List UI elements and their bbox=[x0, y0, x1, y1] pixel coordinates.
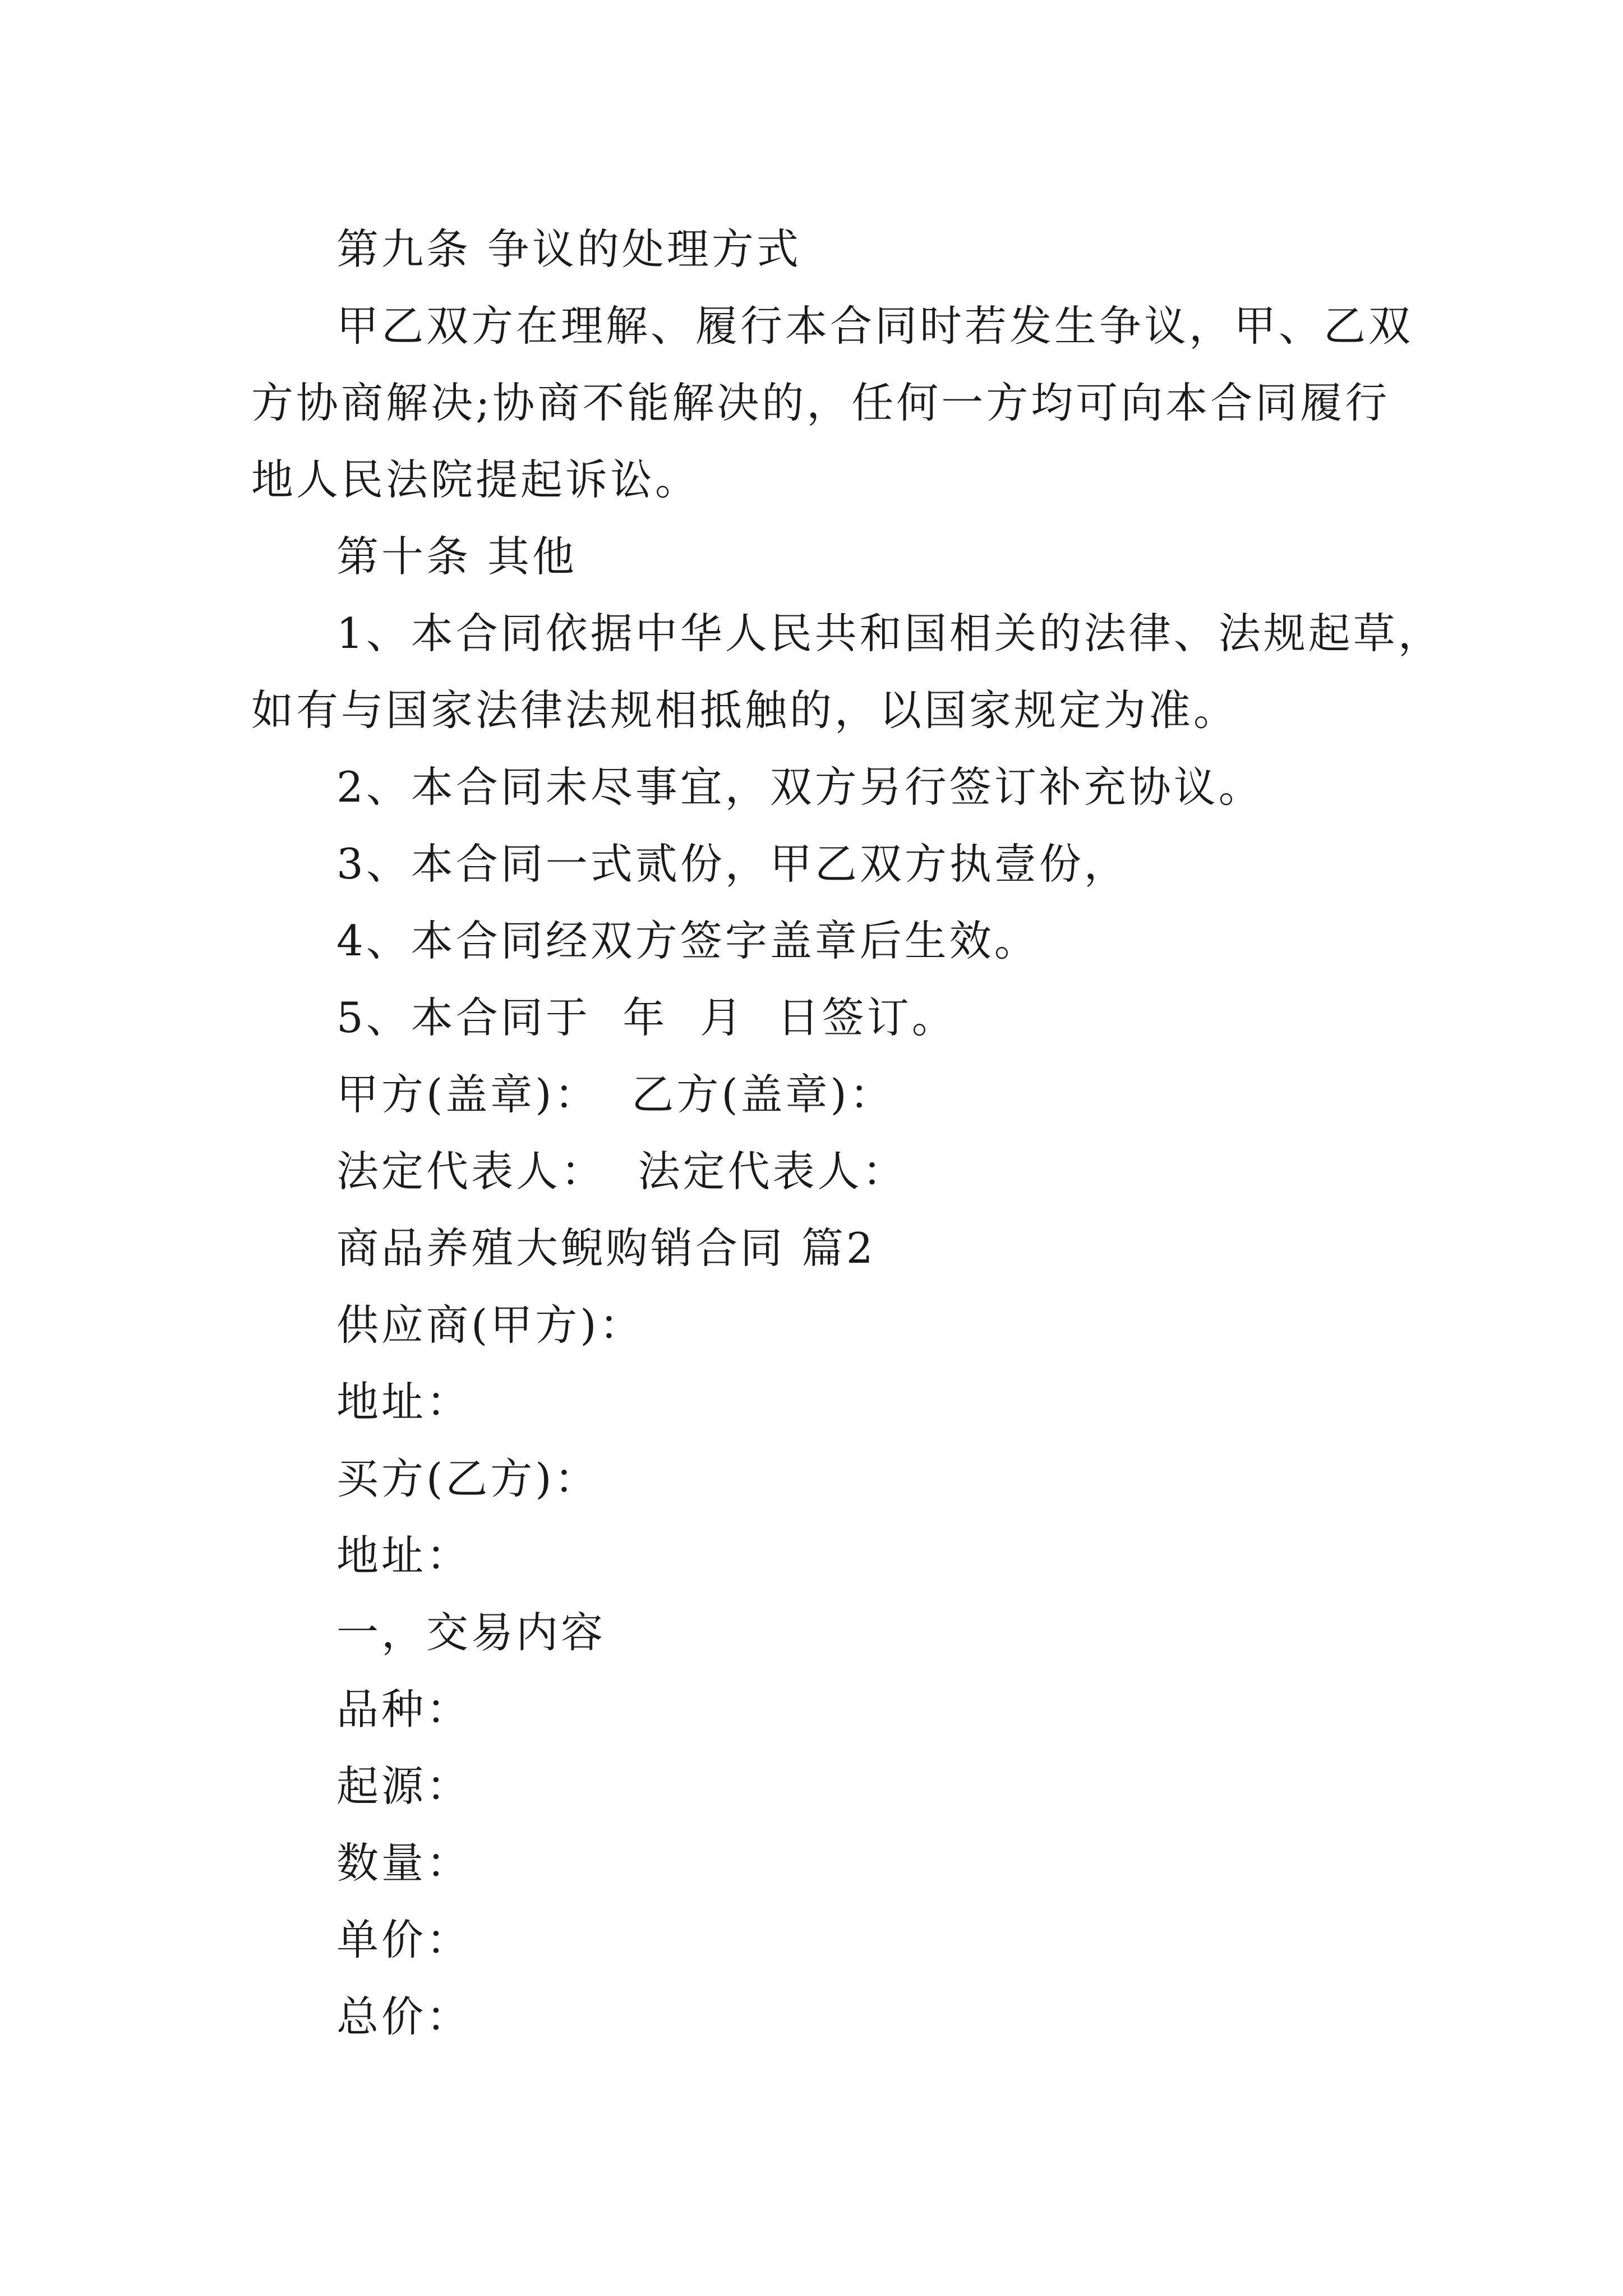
clause-1-line: 如有与国家法律法规相抵触的，以国家规定为准。 bbox=[251, 685, 1239, 735]
origin-field: 起源： bbox=[336, 1761, 472, 1811]
quantity-field: 数量： bbox=[336, 1838, 472, 1888]
clause-3: 3、本合同一式贰份，甲乙双方执壹份， bbox=[336, 839, 1129, 889]
article-9-heading: 第九条 争议的处理方式 bbox=[336, 224, 801, 274]
unit-price-field: 单价： bbox=[336, 1915, 472, 1964]
paragraph-line: 地人民法院提起诉讼。 bbox=[251, 455, 700, 504]
clause-5: 5、本合同于 年 月 日签订。 bbox=[336, 993, 957, 1042]
supplier-field: 供应商(甲方)： bbox=[336, 1300, 644, 1350]
paragraph-line: 方协商解决;协商不能解决的，任何一方均可向本合同履行 bbox=[251, 378, 1390, 427]
buyer-address-field: 地址： bbox=[336, 1531, 472, 1580]
document-body bbox=[251, 211, 1443, 2055]
signature-representative-line: 法定代表人： 法定代表人： bbox=[336, 1147, 907, 1196]
section-heading: 一，交易内容 bbox=[336, 1608, 606, 1657]
article-10-heading: 第十条 其他 bbox=[336, 532, 577, 581]
clause-4: 4、本合同经双方签字盖章后生效。 bbox=[336, 916, 1039, 965]
total-price-field: 总价： bbox=[336, 1992, 472, 2041]
variety-field: 品种： bbox=[336, 1685, 472, 1734]
supplier-address-field: 地址： bbox=[336, 1377, 472, 1427]
clause-1-line: 1、本合同依据中华人民共和国相关的法律、法规起草， bbox=[336, 609, 1443, 658]
signature-seal-line: 甲方(盖章)： 乙方(盖章)： bbox=[336, 1070, 895, 1119]
paragraph-line: 甲乙双方在理解、履行本合同时若发生争议，甲、乙双 bbox=[336, 301, 1414, 351]
clause-2: 2、本合同未尽事宜，双方另行签订补充协议。 bbox=[336, 762, 1264, 812]
buyer-field: 买方(乙方)： bbox=[336, 1454, 600, 1503]
contract-title: 商品养殖大鲵购销合同 篇2 bbox=[336, 1223, 876, 1273]
